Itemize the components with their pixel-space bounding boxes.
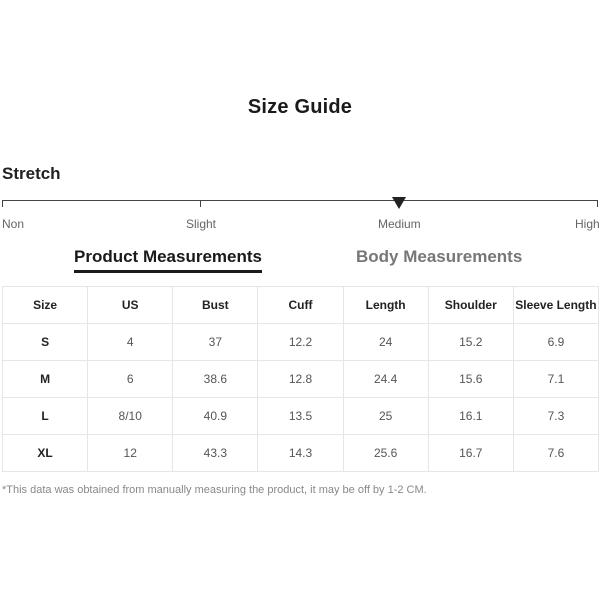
cell-cuff: 12.2 bbox=[258, 324, 343, 361]
measurement-disclaimer: *This data was obtained from manually measuring the product, it may be off by 1-2 CM. bbox=[2, 484, 427, 496]
cell-length: 25 bbox=[343, 398, 428, 435]
cell-us: 4 bbox=[88, 324, 173, 361]
cell-size: XL bbox=[3, 435, 88, 472]
stretch-scale bbox=[0, 196, 600, 236]
cell-bust: 40.9 bbox=[173, 398, 258, 435]
header-sleeve-length: Sleeve Length bbox=[513, 287, 598, 324]
header-size: Size bbox=[3, 287, 88, 324]
tab-product-measurements[interactable]: Product Measurements bbox=[74, 247, 262, 273]
cell-cuff: 13.5 bbox=[258, 398, 343, 435]
stretch-level-non: Non bbox=[2, 217, 25, 231]
header-bust: Bust bbox=[173, 287, 258, 324]
stretch-level-high: High bbox=[575, 217, 600, 231]
cell-shoulder: 15.2 bbox=[428, 324, 513, 361]
cell-cuff: 12.8 bbox=[258, 361, 343, 398]
cell-bust: 37 bbox=[173, 324, 258, 361]
cell-us: 6 bbox=[88, 361, 173, 398]
stretch-level-medium: Medium bbox=[378, 217, 421, 231]
cell-sleeve-length: 6.9 bbox=[513, 324, 598, 361]
table-header-row bbox=[3, 287, 599, 324]
cell-us: 12 bbox=[88, 435, 173, 472]
cell-length: 24.4 bbox=[343, 361, 428, 398]
cell-length: 25.6 bbox=[343, 435, 428, 472]
cell-bust: 43.3 bbox=[173, 435, 258, 472]
cell-sleeve-length: 7.1 bbox=[513, 361, 598, 398]
cell-shoulder: 16.1 bbox=[428, 398, 513, 435]
table-row bbox=[3, 361, 599, 398]
stretch-marker-triangle-icon bbox=[392, 197, 406, 209]
header-length: Length bbox=[343, 287, 428, 324]
stretch-scale-line bbox=[2, 200, 598, 201]
header-cuff: Cuff bbox=[258, 287, 343, 324]
cell-size: S bbox=[3, 324, 88, 361]
stretch-label: Stretch bbox=[2, 164, 61, 183]
page-title: Size Guide bbox=[247, 96, 353, 118]
header-us: US bbox=[88, 287, 173, 324]
table-row bbox=[3, 435, 599, 472]
table-row bbox=[3, 398, 599, 435]
cell-sleeve-length: 7.6 bbox=[513, 435, 598, 472]
measurement-tabs bbox=[0, 247, 600, 275]
cell-cuff: 14.3 bbox=[258, 435, 343, 472]
cell-shoulder: 16.7 bbox=[428, 435, 513, 472]
stretch-tick-high bbox=[597, 200, 598, 207]
header-shoulder: Shoulder bbox=[428, 287, 513, 324]
table-row bbox=[3, 324, 599, 361]
stretch-tick-non bbox=[2, 200, 3, 207]
cell-size: L bbox=[3, 398, 88, 435]
stretch-tick-slight bbox=[200, 200, 201, 207]
tab-body-measurements[interactable]: Body Measurements bbox=[356, 247, 523, 266]
cell-us: 8/10 bbox=[88, 398, 173, 435]
cell-size: M bbox=[3, 361, 88, 398]
stretch-level-slight: Slight bbox=[186, 217, 217, 231]
cell-shoulder: 15.6 bbox=[428, 361, 513, 398]
size-table bbox=[2, 286, 599, 472]
cell-length: 24 bbox=[343, 324, 428, 361]
cell-sleeve-length: 7.3 bbox=[513, 398, 598, 435]
cell-bust: 38.6 bbox=[173, 361, 258, 398]
